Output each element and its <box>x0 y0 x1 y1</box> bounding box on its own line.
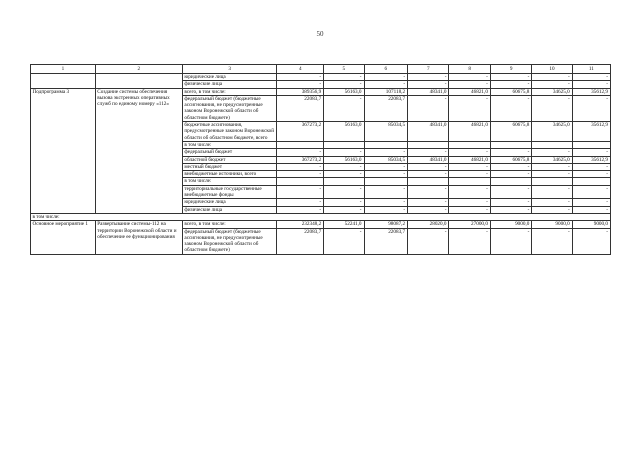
value-cell: - <box>532 74 572 81</box>
column-number-cell: 4 <box>277 65 324 74</box>
value-cell: - <box>364 81 408 88</box>
value-cell: 22083,7 <box>364 228 408 254</box>
value-cell <box>449 178 490 185</box>
value-cell: - <box>277 74 324 81</box>
value-cell: 48341,0 <box>408 156 449 163</box>
value-cell: - <box>490 206 531 213</box>
value-cell: 28020,0 <box>408 221 449 228</box>
name-cell: Развертывание системы-112 на территории Воронежской области и обеспечение ее функционирования <box>95 221 182 254</box>
value-cell <box>490 178 531 185</box>
status-cell: Основное мероприятие 1 <box>31 221 96 254</box>
value-cell: - <box>572 95 610 121</box>
value-cell: 22083,7 <box>277 228 324 254</box>
value-cell: 22083,7 <box>364 95 408 121</box>
value-cell: 34625,0 <box>532 122 572 142</box>
value-cell: 46821,0 <box>449 88 490 95</box>
value-cell <box>532 141 572 148</box>
table-row <box>31 221 611 228</box>
value-cell: - <box>364 149 408 156</box>
value-cell: - <box>532 185 572 199</box>
value-cell: - <box>532 81 572 88</box>
value-cell: - <box>490 171 531 178</box>
value-cell: - <box>408 228 449 254</box>
value-cell: 9000,0 <box>572 221 610 228</box>
value-cell: 48341,0 <box>408 88 449 95</box>
value-cell: 56163,0 <box>324 156 364 163</box>
value-cell: - <box>572 199 610 206</box>
including-label: в том числе: <box>31 213 611 220</box>
value-cell: - <box>490 81 531 88</box>
value-cell: 9000,0 <box>490 221 531 228</box>
value-cell: 34625,0 <box>532 88 572 95</box>
value-cell <box>324 178 364 185</box>
value-cell: - <box>449 199 490 206</box>
value-cell: - <box>532 163 572 170</box>
value-cell: 85034,5 <box>364 122 408 142</box>
value-cell: 367273,2 <box>277 156 324 163</box>
value-cell <box>532 178 572 185</box>
value-cell: - <box>490 185 531 199</box>
value-cell: 60675,8 <box>490 122 531 142</box>
including-row <box>31 213 611 220</box>
page-number: 50 <box>316 30 324 38</box>
source-cell: территориальные государственные внебюджетные фонды <box>182 185 277 199</box>
value-cell <box>324 141 364 148</box>
value-cell: - <box>449 95 490 121</box>
column-number-cell: 7 <box>408 65 449 74</box>
value-cell: 107118,2 <box>364 88 408 95</box>
value-cell: 60675,8 <box>490 88 531 95</box>
source-cell: всего, в том числе: <box>182 88 277 95</box>
source-cell: федеральный бюджет <box>182 149 277 156</box>
value-cell: 22083,7 <box>277 95 324 121</box>
value-cell: 56163,0 <box>324 122 364 142</box>
value-cell: - <box>572 171 610 178</box>
column-number-cell: 9 <box>490 65 531 74</box>
value-cell: - <box>324 81 364 88</box>
value-cell: - <box>364 206 408 213</box>
value-cell <box>490 141 531 148</box>
value-cell <box>572 141 610 148</box>
source-cell: в том числе: <box>182 141 277 148</box>
value-cell <box>572 178 610 185</box>
value-cell: 35612,9 <box>572 88 610 95</box>
value-cell: - <box>449 228 490 254</box>
value-cell: - <box>277 206 324 213</box>
source-cell: федеральный бюджет (бюджетные ассигнования, не предусмотренные законом Воронежской области об областном бюджете) <box>182 95 277 121</box>
value-cell: - <box>449 149 490 156</box>
source-cell: внебюджетные источники, всего <box>182 171 277 178</box>
value-cell: - <box>277 163 324 170</box>
source-cell: физические лица <box>182 81 277 88</box>
column-number-cell: 1 <box>31 65 96 74</box>
value-cell: - <box>408 163 449 170</box>
source-cell: бюджетные ассигнования, предусмотренные законом Воронежской области об областном бюджете, всего <box>182 122 277 142</box>
value-cell: 232348,2 <box>277 221 324 228</box>
value-cell: - <box>532 171 572 178</box>
value-cell: - <box>408 171 449 178</box>
value-cell: 60675,8 <box>490 156 531 163</box>
value-cell: - <box>408 81 449 88</box>
value-cell: 34625,0 <box>532 156 572 163</box>
value-cell: 46821,0 <box>449 122 490 142</box>
value-cell <box>277 178 324 185</box>
value-cell: - <box>324 228 364 254</box>
column-number-cell: 5 <box>324 65 364 74</box>
value-cell: - <box>408 199 449 206</box>
value-cell: 48341,0 <box>408 122 449 142</box>
value-cell: - <box>572 163 610 170</box>
value-cell: - <box>532 228 572 254</box>
value-cell: - <box>364 74 408 81</box>
value-cell: - <box>490 95 531 121</box>
value-cell: - <box>449 74 490 81</box>
value-cell: - <box>449 171 490 178</box>
value-cell: 9000,0 <box>532 221 572 228</box>
value-cell: - <box>532 206 572 213</box>
source-cell: федеральный бюджет (бюджетные ассигнования, не предусмотренные законом Воронежской области об областном бюджете) <box>182 228 277 254</box>
value-cell: - <box>364 199 408 206</box>
value-cell: - <box>449 163 490 170</box>
value-cell: - <box>490 163 531 170</box>
value-cell: - <box>572 206 610 213</box>
name-cell <box>95 74 182 89</box>
column-number-cell: 8 <box>449 65 490 74</box>
value-cell: - <box>324 206 364 213</box>
value-cell: - <box>532 199 572 206</box>
value-cell: - <box>324 185 364 199</box>
value-cell: - <box>408 185 449 199</box>
column-number-cell: 6 <box>364 65 408 74</box>
budget-table <box>30 64 611 255</box>
value-cell: - <box>572 149 610 156</box>
value-cell: 27000,0 <box>449 221 490 228</box>
value-cell: - <box>532 95 572 121</box>
value-cell: - <box>408 95 449 121</box>
value-cell <box>449 141 490 148</box>
value-cell: - <box>572 74 610 81</box>
value-cell: - <box>324 74 364 81</box>
value-cell <box>408 141 449 148</box>
value-cell: 52241,0 <box>324 221 364 228</box>
value-cell: - <box>277 81 324 88</box>
value-cell <box>277 141 324 148</box>
source-cell: юридические лица <box>182 74 277 81</box>
value-cell: - <box>408 74 449 81</box>
value-cell: - <box>364 171 408 178</box>
value-cell: - <box>324 171 364 178</box>
column-number-cell: 3 <box>182 65 277 74</box>
value-cell: 46821,0 <box>449 156 490 163</box>
value-cell: - <box>490 228 531 254</box>
value-cell: - <box>277 185 324 199</box>
value-cell: - <box>449 206 490 213</box>
header-row <box>31 65 611 74</box>
column-number-cell: 2 <box>95 65 182 74</box>
table-row <box>31 74 611 81</box>
source-cell: местный бюджет <box>182 163 277 170</box>
value-cell: - <box>572 228 610 254</box>
value-cell: 35612,9 <box>572 156 610 163</box>
value-cell: - <box>490 74 531 81</box>
value-cell: - <box>277 149 324 156</box>
value-cell: 56163,0 <box>324 88 364 95</box>
value-cell: 389356,9 <box>277 88 324 95</box>
value-cell <box>408 178 449 185</box>
value-cell: 35612,9 <box>572 122 610 142</box>
source-cell: в том числе: <box>182 178 277 185</box>
value-cell: - <box>364 185 408 199</box>
value-cell: - <box>364 163 408 170</box>
status-cell <box>31 74 96 89</box>
status-cell: Подпрограмма 3 <box>31 88 96 213</box>
name-cell: Создание системы обеспечения вызова экстренных оперативных служб по единому номеру «112» <box>95 88 182 213</box>
column-number-cell: 10 <box>532 65 572 74</box>
value-cell <box>364 141 408 148</box>
value-cell: - <box>490 149 531 156</box>
value-cell: - <box>449 185 490 199</box>
value-cell: - <box>277 199 324 206</box>
value-cell: - <box>408 206 449 213</box>
value-cell: 85034,5 <box>364 156 408 163</box>
value-cell: 98087,2 <box>364 221 408 228</box>
source-cell: всего, в том числе: <box>182 221 277 228</box>
value-cell: - <box>324 95 364 121</box>
value-cell: - <box>490 199 531 206</box>
value-cell: - <box>449 81 490 88</box>
value-cell: - <box>532 149 572 156</box>
value-cell: 367273,2 <box>277 122 324 142</box>
value-cell: - <box>572 185 610 199</box>
column-number-cell: 11 <box>572 65 610 74</box>
value-cell: - <box>408 149 449 156</box>
source-cell: физические лица <box>182 206 277 213</box>
source-cell: юридические лица <box>182 199 277 206</box>
value-cell: - <box>324 149 364 156</box>
value-cell <box>364 178 408 185</box>
table-row <box>31 88 611 95</box>
source-cell: областной бюджет <box>182 156 277 163</box>
value-cell: - <box>324 163 364 170</box>
value-cell: - <box>572 81 610 88</box>
value-cell: - <box>277 171 324 178</box>
value-cell: - <box>324 199 364 206</box>
